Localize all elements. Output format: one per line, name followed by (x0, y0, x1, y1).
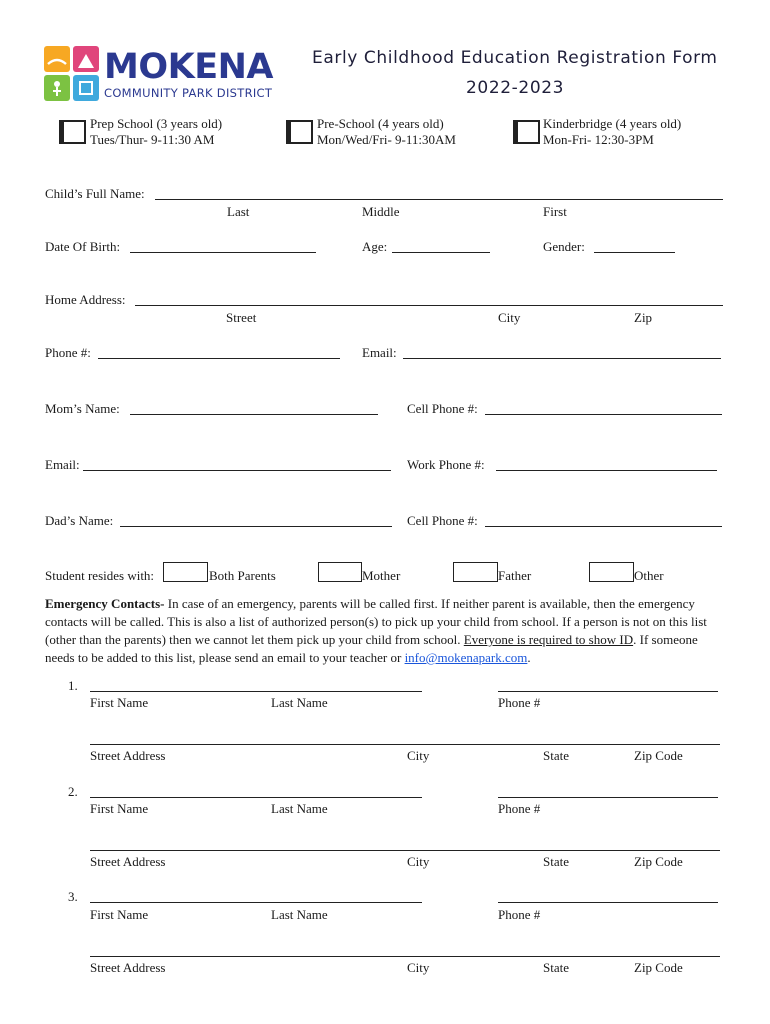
logo (44, 46, 284, 104)
gender-label: Gender: (543, 239, 585, 254)
contact-2-last-name-caption: Last Name (271, 801, 328, 816)
kinderbridge-checkbox[interactable] (516, 120, 540, 144)
contact-2-phone-caption: Phone # (498, 801, 541, 816)
both-parents-label: Both Parents (209, 568, 276, 583)
contact-1-state-caption: State (543, 748, 569, 763)
contact-2-street-caption: Street Address (90, 854, 166, 869)
mother-label: Mother (362, 568, 401, 583)
dad-name-field[interactable] (120, 526, 392, 527)
contact-1-phone-caption: Phone # (498, 695, 541, 710)
prep-school-label: Prep School (3 years old) (90, 116, 223, 131)
contact-1-zip-caption: Zip Code (634, 748, 683, 763)
emergency-text-2: . If someone needs to be added to this list, please send an email to your teacher or (45, 632, 698, 665)
middle-caption: Middle (362, 204, 400, 219)
gender-field[interactable] (594, 252, 675, 253)
contact-3-last-name-caption: Last Name (271, 907, 328, 922)
contact-2-number: 2. (68, 784, 78, 799)
contact-1-number: 1. (68, 678, 78, 693)
contact-3-name-field[interactable] (90, 902, 422, 903)
mom-name-field[interactable] (130, 414, 378, 415)
emergency-paragraph (45, 595, 725, 667)
phone-label: Phone #: (45, 345, 91, 360)
emergency-text-1: In case of an emergency, parents will be called first. If neither parent is available, then the emergency contacts will be called. This is also a list of authorized person(s) to pick up your child from school. If a person is not on this list (other than the parents) then we cannot let them pick up your child from school. (45, 596, 707, 647)
both-parents-checkbox[interactable] (163, 562, 208, 582)
contact-3-state-caption: State (543, 960, 569, 975)
contact-2-state-caption: State (543, 854, 569, 869)
contact-2-phone-field[interactable] (498, 797, 718, 798)
contact-2-zip-caption: Zip Code (634, 854, 683, 869)
contact-2-city-caption: City (407, 854, 430, 869)
age-label: Age: (362, 239, 388, 254)
contact-1-address-field[interactable] (90, 744, 720, 745)
dob-label: Date Of Birth: (45, 239, 121, 254)
mom-email-label: Email: (45, 457, 80, 472)
kinderbridge-schedule: Mon-Fri- 12:30-3PM (543, 132, 654, 147)
mother-checkbox[interactable] (318, 562, 362, 582)
other-checkbox[interactable] (589, 562, 634, 582)
form-title: Early Childhood Education Registration Form (312, 48, 718, 68)
contact-3-city-caption: City (407, 960, 430, 975)
emergency-text-3: . (527, 650, 531, 665)
id-required-text: Everyone is required to show ID (463, 632, 634, 647)
pre-school-checkbox[interactable] (289, 120, 313, 144)
mom-email-field[interactable] (83, 470, 391, 471)
work-phone-field[interactable] (496, 470, 717, 471)
zip-caption: Zip (634, 310, 653, 325)
contact-3-address-field[interactable] (90, 956, 720, 957)
contact-3-phone-caption: Phone # (498, 907, 541, 922)
dob-field[interactable] (130, 252, 316, 253)
child-name-label: Child’s Full Name: (45, 186, 145, 201)
street-caption: Street (226, 310, 257, 325)
mom-name-label: Mom’s Name: (45, 401, 120, 416)
email-link[interactable]: info@mokenapark.com (404, 650, 528, 665)
father-checkbox[interactable] (453, 562, 498, 582)
age-field[interactable] (392, 252, 490, 253)
kinderbridge-label: Kinderbridge (4 years old) (543, 116, 682, 131)
city-caption: City (498, 310, 521, 325)
mom-cell-field[interactable] (485, 414, 722, 415)
contact-3-zip-caption: Zip Code (634, 960, 683, 975)
pre-school-schedule: Mon/Wed/Fri- 9-11:30AM (317, 132, 456, 147)
pre-school-label: Pre-School (4 years old) (317, 116, 444, 131)
contact-3-number: 3. (68, 889, 78, 904)
contact-1-phone-field[interactable] (498, 691, 718, 692)
contact-2-address-field[interactable] (90, 850, 720, 851)
logo-icon (44, 46, 100, 102)
emergency-heading: Emergency Contacts- (45, 596, 165, 611)
prep-school-checkbox[interactable] (62, 120, 86, 144)
father-label: Father (498, 568, 532, 583)
home-address-label: Home Address: (45, 292, 126, 307)
other-label: Other (634, 568, 664, 583)
work-phone-label: Work Phone #: (407, 457, 485, 472)
mom-cell-label: Cell Phone #: (407, 401, 478, 416)
contact-1-street-caption: Street Address (90, 748, 166, 763)
phone-field[interactable] (98, 358, 340, 359)
dad-name-label: Dad’s Name: (45, 513, 114, 528)
prep-school-schedule: Tues/Thur- 9-11:30 AM (90, 132, 215, 147)
contact-1-city-caption: City (407, 748, 430, 763)
logo-subtitle: COMMUNITY PARK DISTRICT (104, 86, 273, 100)
form-year: 2022-2023 (466, 78, 565, 98)
contact-3-street-caption: Street Address (90, 960, 166, 975)
contact-1-first-name-caption: First Name (90, 695, 149, 710)
contact-3-phone-field[interactable] (498, 902, 718, 903)
contact-1-last-name-caption: Last Name (271, 695, 328, 710)
email-field[interactable] (403, 358, 721, 359)
resides-label: Student resides with: (45, 568, 155, 583)
child-name-field[interactable] (155, 199, 723, 200)
dad-cell-field[interactable] (485, 526, 722, 527)
dad-cell-label: Cell Phone #: (407, 513, 478, 528)
logo-wordmark: MOKENA (104, 47, 273, 87)
last-caption: Last (227, 204, 250, 219)
contact-1-name-field[interactable] (90, 691, 422, 692)
contact-3-first-name-caption: First Name (90, 907, 149, 922)
contact-2-name-field[interactable] (90, 797, 422, 798)
email-label: Email: (362, 345, 397, 360)
home-address-field[interactable] (135, 305, 723, 306)
contact-2-first-name-caption: First Name (90, 801, 149, 816)
first-caption: First (543, 204, 567, 219)
